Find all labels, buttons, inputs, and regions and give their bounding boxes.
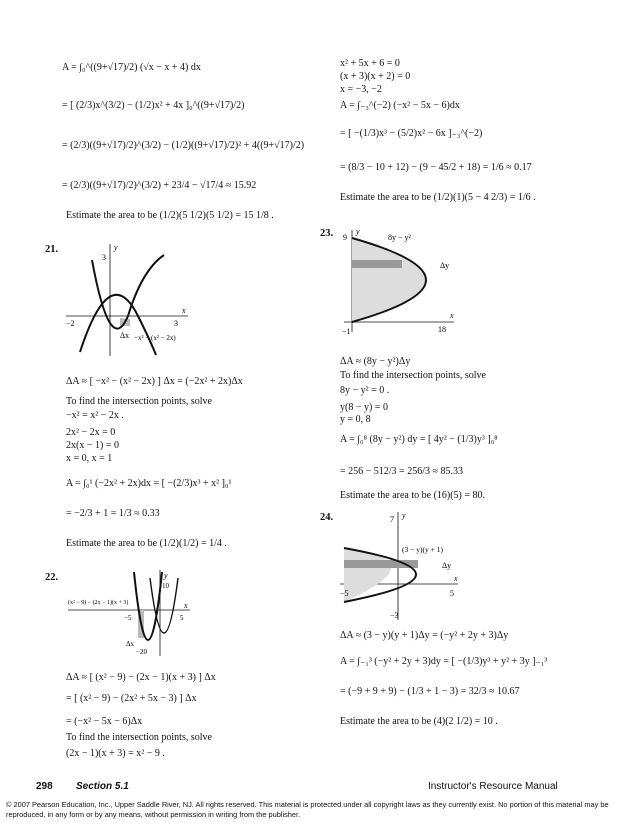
y-label: y <box>356 227 360 236</box>
x-label: x <box>182 306 186 315</box>
estimate-text: Estimate the area to be (1/2)(5 1/2)(5 1/2) = 15 1/8 . <box>66 210 274 221</box>
eq-line: x = −3, −2 <box>340 84 382 95</box>
graph-22 <box>64 568 194 658</box>
y-max-tick: 9 <box>343 233 347 242</box>
y-label: y <box>164 571 168 580</box>
text-line: To find the intersection points, solve <box>340 370 486 381</box>
y-max-tick: 10 <box>162 582 169 590</box>
y-label: y <box>114 243 118 252</box>
text-line: To find the intersection points, solve <box>66 396 212 407</box>
copyright-notice: © 2007 Pearson Education, Inc., Upper Saddle River, NJ. All rights reserved. This material is protected under all copyright laws as they currently exist. No portion of this material may be reproduced, in any form or by any means, without permission in writing from the publisher. <box>6 800 609 819</box>
x-min-tick: −5 <box>340 589 349 598</box>
eq-line: = (−x² − 5x − 6)Δx <box>66 716 143 727</box>
y-max-tick: 7 <box>390 515 394 524</box>
y-max-tick: 3 <box>102 253 106 262</box>
eq-result: = (2/3)((9+√17)/2)^(3/2) + 23/4 − √17/4 ≈ 15.92 <box>62 180 257 191</box>
eq-integral: A = ∫₀¹ (−2x² + 2x)dx = [ −(2/3)x³ + x² ]₀¹ <box>66 478 232 489</box>
eq-line: (2x − 1)(x + 3) = x² − 9 . <box>66 748 165 759</box>
eq-integral: A = ∫₋₃^(−2) (−x² − 5x − 6)dx <box>340 100 460 111</box>
graph-24 <box>338 508 462 622</box>
graph-23 <box>340 226 460 336</box>
curve-label: 8y − y² <box>388 233 411 242</box>
delta-area: ΔA ≈ (3 − y)(y + 1)Δy = (−y² + 2y + 3)Δy <box>340 630 509 641</box>
delta-area: ΔA ≈ [ −x² − (x² − 2x) ] Δx = (−2x² + 2x)Δx <box>66 376 243 387</box>
dy-label: Δy <box>442 561 452 570</box>
eq-result: = (8/3 − 10 + 12) − (9 − 45/2 + 18) = 1/6 ≈ 0.17 <box>340 162 532 173</box>
x-label: x <box>454 574 458 583</box>
problem-label: 21. <box>45 244 59 255</box>
manual-title: Instructor's Resource Manual <box>428 781 558 792</box>
eq-line: 2x² − 2x = 0 <box>66 427 116 438</box>
eq-result: = −2/3 + 1 = 1/3 ≈ 0.33 <box>66 508 160 519</box>
y-label: y <box>402 511 406 520</box>
graph-21 <box>62 240 192 360</box>
x-min-tick: −2 <box>66 319 75 328</box>
area-strip <box>352 260 402 268</box>
eq-line: 8y − y² = 0 . <box>340 385 390 396</box>
eq-antiderivative: = [ (2/3)x^(3/2) − (1/2)x² + 4x ]₀^((9+√17)/2) <box>62 100 245 111</box>
parabola-upper <box>92 255 164 329</box>
y-min-tick: −20 <box>136 648 147 656</box>
x-label: x <box>184 601 188 610</box>
curve-label: (3 − y)(y + 1) <box>402 545 443 554</box>
eq-line: (x + 3)(x + 2) = 0 <box>340 71 411 82</box>
text-line: To find the intersection points, solve <box>66 732 212 743</box>
y-min-tick: −3 <box>390 611 399 620</box>
curve-label: −x² − (x² − 2x) <box>134 334 176 342</box>
eq-line: y(8 − y) = 0 <box>340 402 388 413</box>
problem-label: 23. <box>320 228 334 239</box>
eq-line: −x² = x² − 2x . <box>66 410 124 421</box>
x-max-tick: 5 <box>180 614 184 622</box>
eq-evaluate: = (2/3)((9+√17)/2)^(3/2) − (1/2)((9+√17)/2)² + 4((9+√17)/2) <box>62 140 305 151</box>
eq-line: = [ (x² − 9) − (2x² + 5x − 3) ] Δx <box>66 693 197 704</box>
x-label: x <box>450 311 454 320</box>
eq-line: 2x(x − 1) = 0 <box>66 440 119 451</box>
eq-line: x = 0, x = 1 <box>66 453 113 464</box>
section-title: Section 5.1 <box>76 781 129 792</box>
eq-result: = 256 − 512/3 = 256/3 ≈ 85.33 <box>340 466 463 477</box>
problem-label: 22. <box>45 572 59 583</box>
eq-line: y = 0, 8 <box>340 414 371 425</box>
delta-area: ΔA ≈ [ (x² − 9) − (2x − 1)(x + 3) ] Δx <box>66 672 216 683</box>
x-max-tick: 3 <box>174 319 178 328</box>
page-number: 298 <box>36 781 53 792</box>
problem-label: 24. <box>320 512 334 523</box>
eq-antiderivative: = [ −(1/3)x³ − (5/2)x² − 6x ]₋₃^(−2) <box>340 128 483 139</box>
x-max-tick: 18 <box>438 325 446 334</box>
y-min-tick: −1 <box>342 327 351 336</box>
estimate-text: Estimate the area to be (16)(5) = 80. <box>340 490 486 501</box>
estimate-text: Estimate the area to be (4)(2 1/2) = 10 . <box>340 716 498 727</box>
eq-line: x² + 5x + 6 = 0 <box>340 58 400 69</box>
estimate-text: Estimate the area to be (1/2)(1/2) = 1/4 . <box>66 538 227 549</box>
dx-label: Δx <box>126 640 135 648</box>
eq-integral: A = ∫₋₁³ (−y² + 2y + 3)dy = [ −(1/3)y³ + y² + 3y ]₋₁³ <box>340 656 548 667</box>
eq-area-integral: A = ∫₀^((9+√17)/2) (√x − x + 4) dx <box>62 62 201 73</box>
parabola-lower <box>80 295 156 355</box>
curve-label: (x² − 9) − (2x − 1)(x + 3) <box>68 600 129 606</box>
eq-result: = (−9 + 9 + 9) − (1/3 + 1 − 3) = 32/3 ≈ 10.67 <box>340 686 520 697</box>
x-min-tick: −5 <box>124 614 132 622</box>
estimate-text: Estimate the area to be (1/2)(1)(5 − 4 2/3) = 1/6 . <box>340 192 536 203</box>
eq-integral: A = ∫₀⁸ (8y − y²) dy = [ 4y² − (1/3)y³ ]₀⁸ <box>340 434 498 445</box>
dx-label: Δx <box>120 331 130 340</box>
x-max-tick: 5 <box>450 589 454 598</box>
delta-area: ΔA ≈ (8y − y²)Δy <box>340 356 411 367</box>
dy-label: Δy <box>440 261 450 270</box>
